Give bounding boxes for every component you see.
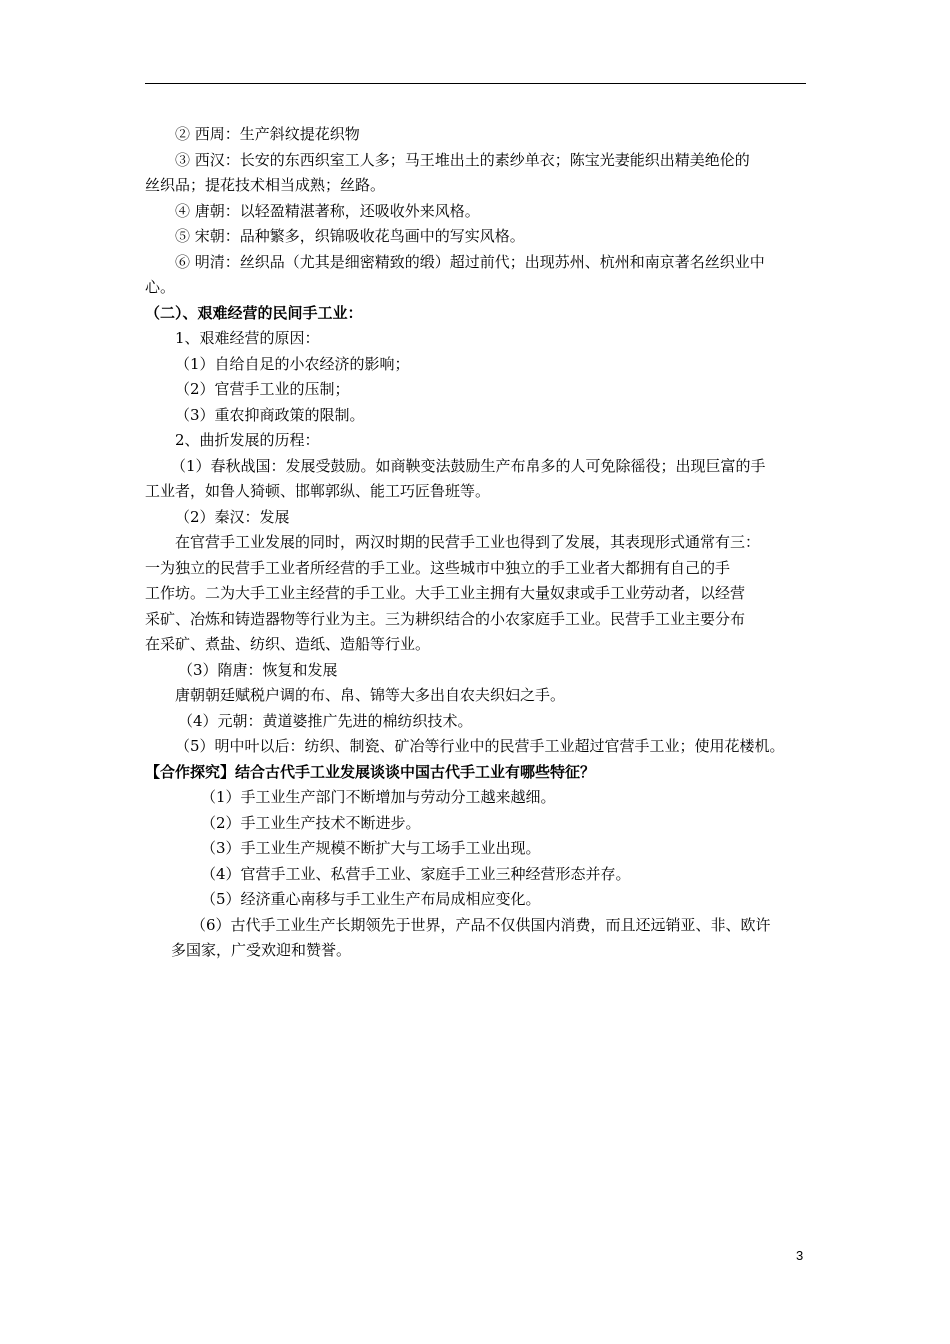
- list-item: （3）重农抑商政策的限制。: [175, 405, 365, 424]
- paragraph-line: 唐朝朝廷赋税户调的布、帛、锦等大多出自农夫织妇之手。: [175, 686, 566, 704]
- list-item: ③ 西汉：长安的东西织室工人多；马王堆出土的素纱单衣；陈宝光妻能织出精美绝伦的: [175, 150, 750, 169]
- list-item-continuation: 丝织品；提花技术相当成熟；丝路。: [145, 176, 386, 194]
- list-item-continuation: 心。: [145, 278, 176, 296]
- list-item: （2）秦汉：发展: [175, 507, 290, 526]
- list-item: （1）手工业生产部门不断增加与劳动分工越来越细。: [201, 788, 556, 806]
- list-item: （6）古代手工业生产长期领先于世界，产品不仅供国内消费，而且还远销亚、非、欧许: [191, 915, 771, 934]
- list-item: （5）经济重心南移与手工业生产布局成相应变化。: [201, 890, 541, 908]
- document-body: [145, 122, 817, 964]
- page-number: 3: [796, 1248, 804, 1263]
- list-item: （1）自给自足的小农经济的影响；: [175, 354, 410, 373]
- paragraph-line: 采矿、冶炼和铸造器物等行业为主。三为耕织结合的小农家庭手工业。民营手工业主要分布: [145, 609, 746, 628]
- list-item: （2）官营手工业的压制；: [175, 380, 350, 398]
- paragraph-line: 一为独立的民营手工业者所经营的手工业。这些城市中独立的手工业者大都拥有自己的手: [145, 558, 731, 577]
- list-item-continuation: 多国家，广受欢迎和赞誉。: [171, 941, 352, 959]
- paragraph-line: 工作坊。二为大手工业主经营的手工业。大手工业主拥有大量奴隶或手工业劳动者，以经营: [145, 584, 746, 602]
- paragraph-line: 在官营手工业发展的同时，两汉时期的民营手工业也得到了发展，其表现形式通常有三：: [175, 533, 761, 551]
- section-heading: （二）、艰难经营的民间手工业：: [145, 303, 363, 322]
- list-item: ② 西周：生产斜纹提花织物: [175, 125, 360, 143]
- list-item: ⑥ 明清：丝织品（尤其是细密精致的缎）超过前代；出现苏州、杭州和南京著名丝织业中: [175, 252, 765, 271]
- subheading: 2、曲折发展的历程：: [175, 431, 320, 449]
- list-item: （4）官营手工业、私营手工业、家庭手工业三种经营形态并存。: [201, 864, 631, 883]
- explore-heading: 【合作探究】结合古代手工业发展谈谈中国古代手工业有哪些特征？: [145, 762, 596, 781]
- subheading: 1、艰难经营的原因：: [175, 329, 320, 347]
- list-item: （2）手工业生产技术不断进步。: [201, 813, 421, 832]
- list-item: （3）隋唐：恢复和发展: [178, 660, 338, 679]
- list-item-continuation: 工业者，如鲁人猗顿、邯郸郭纵、能工巧匠鲁班等。: [145, 482, 491, 500]
- list-item: ④ 唐朝：以轻盈精湛著称，还吸收外来风格。: [175, 201, 480, 220]
- list-item: （1）春秋战国：发展受鼓励。如商鞅变法鼓励生产布帛多的人可免除徭役；出现巨富的手: [171, 456, 766, 475]
- paragraph-line: 在采矿、煮盐、纺织、造纸、造船等行业。: [145, 635, 431, 653]
- list-item: （4）元朝：黄道婆推广先进的棉纺织技术。: [178, 711, 473, 730]
- list-item: （3）手工业生产规模不断扩大与工场手工业出现。: [201, 839, 541, 857]
- list-item: ⑤ 宋朝：品种繁多，织锦吸收花鸟画中的写实风格。: [175, 227, 525, 245]
- list-item: （5）明中叶以后：纺织、制瓷、矿冶等行业中的民营手工业超过官营手工业；使用花楼机。: [175, 737, 785, 755]
- header-rule: [145, 83, 806, 84]
